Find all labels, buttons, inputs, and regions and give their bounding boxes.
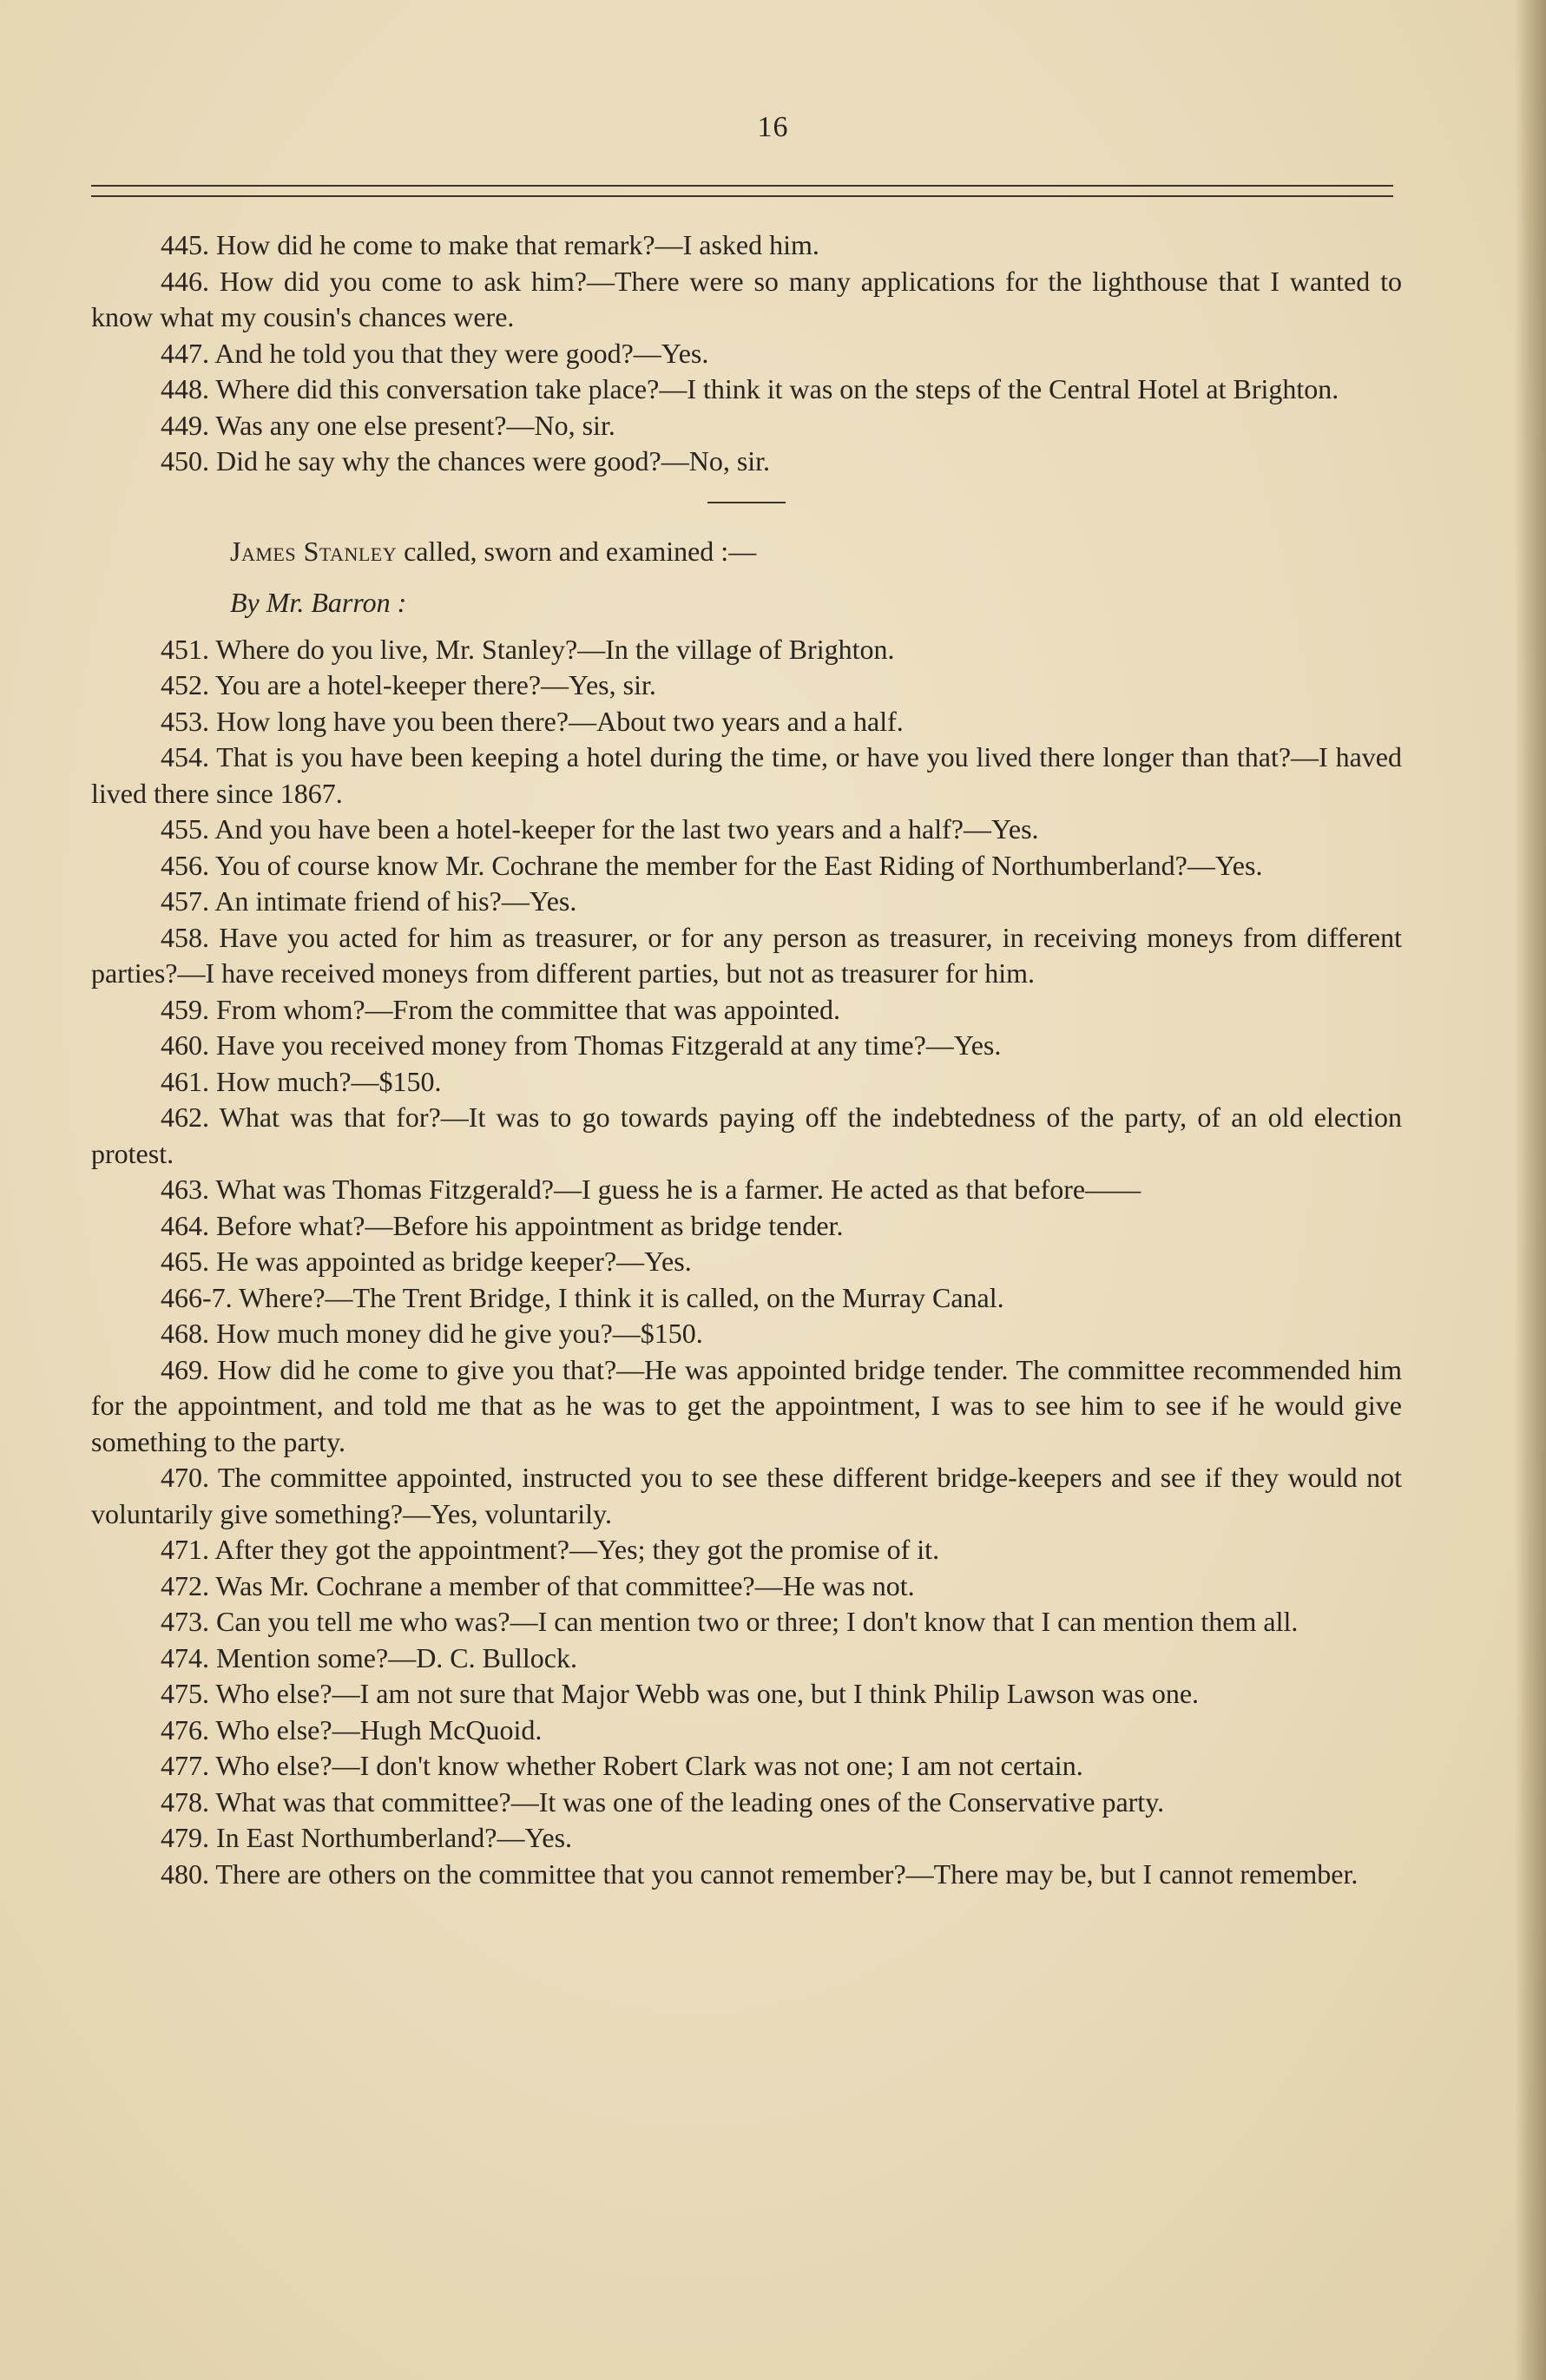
witness-suffix: called, sworn and examined :— xyxy=(397,535,757,567)
qa-paragraph: 445. How did he come to make that remark?—I asked him. xyxy=(161,229,819,260)
qa-paragraph: 466-7. Where?—The Trent Bridge, I think it is called, on the Murray Canal. xyxy=(161,1281,1004,1313)
qa-paragraph: 451. Where do you live, Mr. Stanley?—In the village of Brighton. xyxy=(161,633,895,665)
qa-block-1 xyxy=(91,227,1402,480)
qa-paragraph: 462. What was that for?—It was to go towards paying off the indebtedness of the party, of an old election protest. xyxy=(91,1101,1402,1169)
qa-paragraph: 455. And you have been a hotel-keeper for the last two years and a half?—Yes. xyxy=(161,813,1039,845)
qa-paragraph: 470. The committee appointed, instructed you to see these different bridge-keepers and see if they would not voluntarily give something?—Yes, voluntarily. xyxy=(91,1462,1402,1529)
qa-paragraph: 457. An intimate friend of his?—Yes. xyxy=(161,885,577,917)
qa-paragraph: 479. In East Northumberland?—Yes. xyxy=(161,1822,573,1853)
qa-paragraph: 472. Was Mr. Cochrane a member of that committee?—He was not. xyxy=(161,1569,915,1601)
qa-paragraph: 474. Mention some?—D. C. Bullock. xyxy=(161,1641,577,1673)
qa-paragraph: 446. How did you come to ask him?—There were so many applications for the lighthouse that I wanted to know what my cousin's chances were. xyxy=(91,265,1402,332)
qa-paragraph: 458. Have you acted for him as treasurer, or for any person as treasurer, in receiving moneys from different parties?—I have received moneys from different parties, but not as treasurer for him. xyxy=(91,921,1402,989)
page-edge-shadow xyxy=(1515,0,1546,2380)
qa-paragraph: 471. After they got the appointment?—Yes; they got the promise of it. xyxy=(161,1534,940,1565)
witness-heading xyxy=(91,534,1402,570)
qa-paragraph: 459. From whom?—From the committee that was appointed. xyxy=(161,993,840,1025)
qa-paragraph: 464. Before what?—Before his appointment as bridge tender. xyxy=(161,1209,844,1241)
header-double-rule xyxy=(91,185,1393,197)
qa-paragraph: 448. Where did this conversation take place?—I think it was on the steps of the Central Hotel at Brighton. xyxy=(161,373,1339,404)
qa-paragraph: 469. How did he come to give you that?—He was appointed bridge tender. The committee recommended him for the appointment, and told me that as he was to get the appointment, I was to see him to see if he would give something to the party. xyxy=(91,1353,1402,1457)
qa-paragraph: 460. Have you received money from Thomas Fitzgerald at any time?—Yes. xyxy=(161,1029,1002,1061)
qa-paragraph: 463. What was Thomas Fitzgerald?—I guess he is a farmer. He acted as that before—— xyxy=(161,1174,1141,1205)
qa-paragraph: 477. Who else?—I don't know whether Robert Clark was not one; I am not certain. xyxy=(161,1750,1083,1781)
page-number: 16 xyxy=(757,111,789,143)
qa-paragraph: 476. Who else?—Hugh McQuoid. xyxy=(161,1713,543,1746)
qa-paragraph: 461. How much?—$150. xyxy=(161,1065,442,1097)
qa-paragraph: 450. Did he say why the chances were good?—No, sir. xyxy=(161,445,771,477)
qa-paragraph: 465. He was appointed as bridge keeper?—Yes. xyxy=(161,1246,692,1277)
qa-paragraph: 475. Who else?—I am not sure that Major Webb was one, but I think Philip Lawson was one. xyxy=(161,1678,1200,1709)
qa-paragraph: 453. How long have you been there?—About two years and a half. xyxy=(161,705,904,737)
qa-paragraph: 449. Was any one else present?—No, sir. xyxy=(161,409,615,441)
examiner-line: By Mr. Barron : xyxy=(230,587,407,618)
section-divider xyxy=(707,502,786,503)
qa-paragraph: 454. That is you have been keeping a hotel during the time, or have you lived there longer than that?—I haved lived there since 1867. xyxy=(91,741,1402,809)
qa-block-2 xyxy=(91,632,1402,1893)
witness-name: James Stanley xyxy=(230,535,398,567)
qa-paragraph: 456. You of course know Mr. Cochrane the member for the East Riding of Northumberland?—Yes. xyxy=(161,849,1263,881)
testimony-text xyxy=(91,227,1402,1892)
qa-paragraph: 473. Can you tell me who was?—I can mention two or three; I don't know that I can mention them all. xyxy=(161,1606,1299,1637)
qa-paragraph: 480. There are others on the committee that you cannot remember?—There may be, but I cannot remember. xyxy=(161,1857,1359,1890)
qa-paragraph: 452. You are a hotel-keeper there?—Yes, sir. xyxy=(161,669,656,700)
qa-paragraph: 468. How much money did he give you?—$150. xyxy=(161,1318,703,1349)
qa-paragraph: 478. What was that committee?—It was one of the leading ones of the Conservative party. xyxy=(161,1785,1165,1818)
qa-paragraph: 447. And he told you that they were good?—Yes. xyxy=(161,337,709,369)
